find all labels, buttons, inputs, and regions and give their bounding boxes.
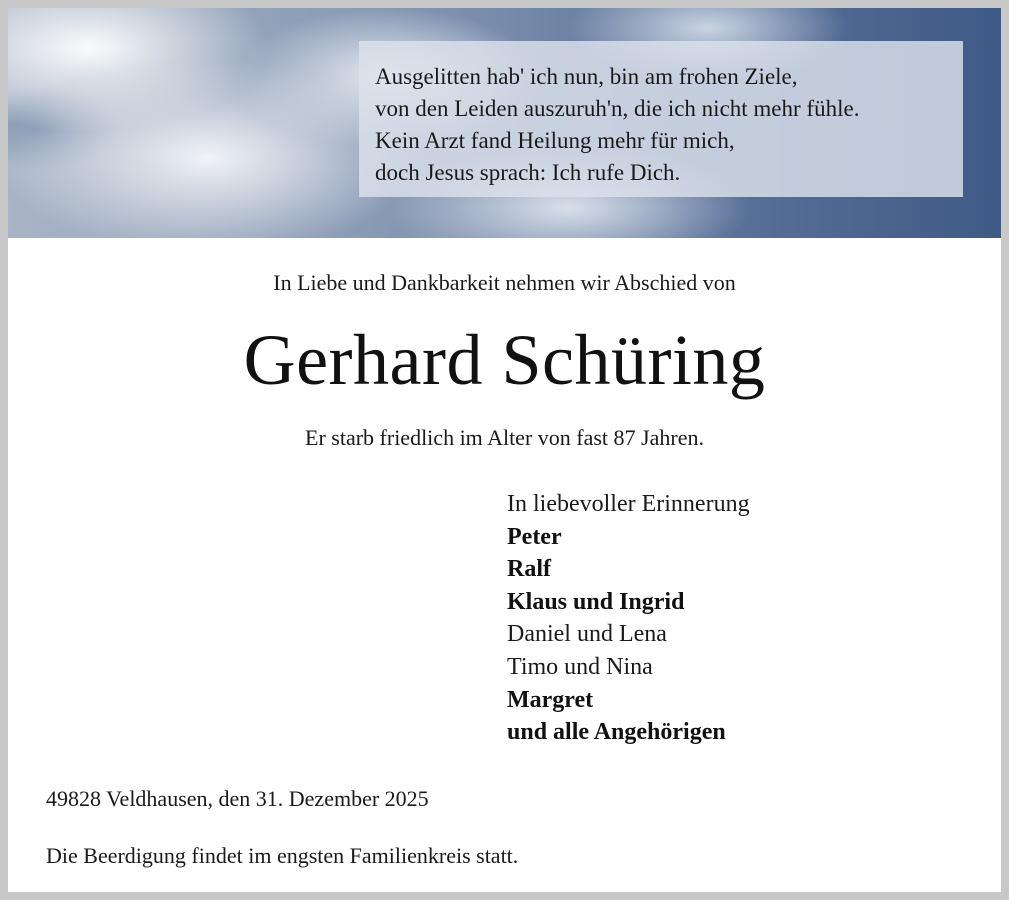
mourner-entry: Daniel und Lena xyxy=(507,621,667,648)
sky-header-image xyxy=(8,8,1001,238)
quote-line: Ausgelitten hab' ich nun, bin am frohen Ziele, xyxy=(375,64,798,89)
mourner-entry: Ralf xyxy=(507,556,551,583)
quote-line: doch Jesus sprach: Ich rufe Dich. xyxy=(375,160,681,185)
quote-line: von den Leiden auszuruh'n, die ich nicht mehr fühle. xyxy=(375,96,860,121)
mourner-entry: Klaus und Ingrid xyxy=(507,588,685,615)
mourner-entry: In liebevoller Erinnerung xyxy=(507,491,750,517)
quote-box xyxy=(359,41,963,197)
deceased-name: Gerhard Schüring xyxy=(243,320,766,400)
place-and-date: 49828 Veldhausen, den 31. Dezember 2025 xyxy=(46,786,429,811)
mourner-entry: Margret xyxy=(507,686,594,713)
mourners-list xyxy=(507,488,750,749)
quote-line: Kein Arzt fand Heilung mehr für mich, xyxy=(375,128,735,153)
mourner-entry: Peter xyxy=(507,523,562,550)
mourner-entry: und alle Angehörigen xyxy=(507,719,726,746)
intro-text: In Liebe und Dankbarkeit nehmen wir Abschied von xyxy=(273,270,736,295)
funeral-note: Die Beerdigung findet im engsten Familienkreis statt. xyxy=(46,843,519,868)
age-statement: Er starb friedlich im Alter von fast 87 Jahren. xyxy=(305,425,704,450)
mourner-entry: Timo und Nina xyxy=(507,653,653,680)
